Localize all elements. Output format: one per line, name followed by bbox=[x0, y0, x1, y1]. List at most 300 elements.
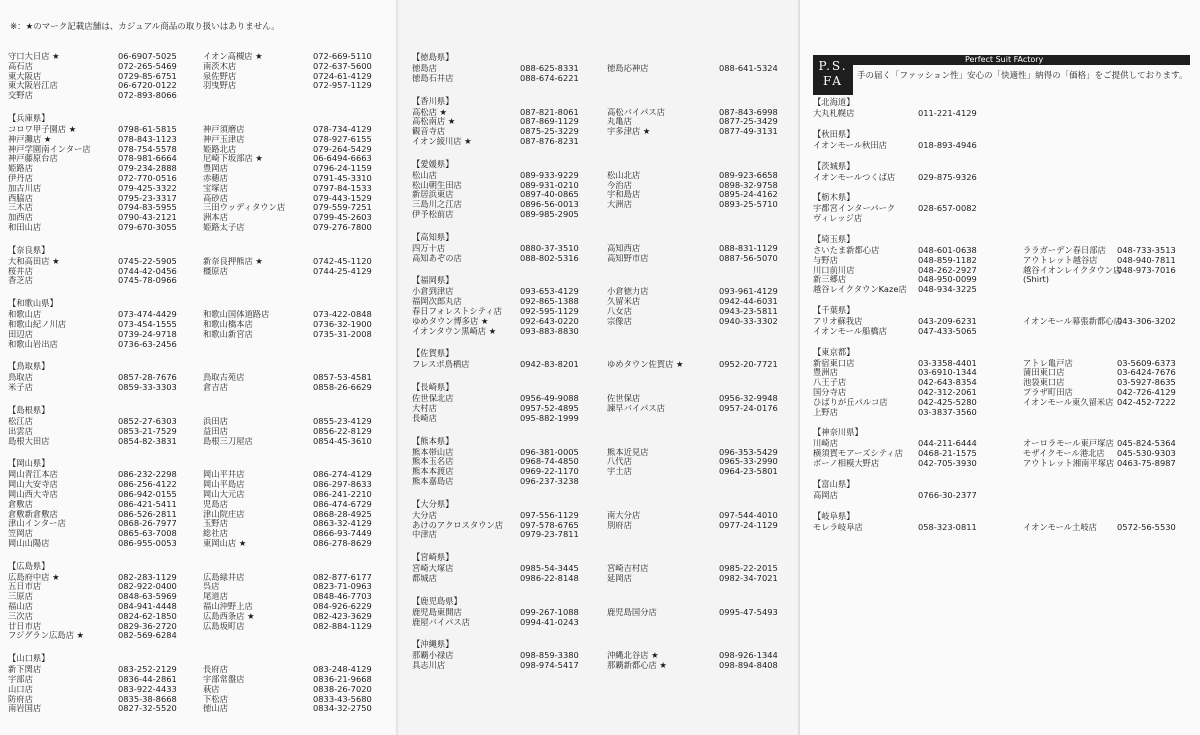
store-name: 三木店 bbox=[8, 203, 33, 213]
store-name: 新奈良押熊店 ★ bbox=[203, 256, 263, 266]
store-name: 熊本玉名店 bbox=[412, 457, 454, 467]
store-phone: 086-274-4129 bbox=[313, 470, 372, 480]
store-phone: 042-452-7222 bbox=[1117, 397, 1176, 407]
store-phone: 0995-47-5493 bbox=[719, 607, 778, 617]
store-name: 豊岡店 bbox=[203, 164, 228, 174]
store-row bbox=[412, 317, 796, 327]
store-phone: 06-6494-6663 bbox=[313, 154, 372, 164]
store-name: 越谷レイクタウンKaze店 bbox=[813, 285, 907, 295]
store-phone: 086-526-2811 bbox=[118, 509, 177, 519]
store-phone: 042-705-3930 bbox=[918, 458, 977, 468]
store-phone: 082-423-3629 bbox=[313, 611, 372, 621]
store-row bbox=[8, 582, 392, 592]
store-phone: 0942-83-8201 bbox=[520, 360, 579, 370]
store-phone: 088-802-5316 bbox=[520, 253, 579, 263]
store-row bbox=[412, 457, 796, 467]
prefecture-heading: 【島根県】 bbox=[8, 404, 50, 415]
store-phone: 086-278-8629 bbox=[313, 538, 372, 548]
prefecture-heading: 【東京都】 bbox=[813, 346, 855, 357]
store-name bbox=[1023, 173, 1117, 183]
store-phone: 096-237-3238 bbox=[520, 476, 579, 486]
store-phone bbox=[1117, 214, 1191, 224]
store-row bbox=[412, 181, 796, 191]
store-phone: 0956-49-9088 bbox=[520, 394, 579, 404]
store-phone: 092-865-1388 bbox=[520, 297, 579, 307]
store-phone: 0942-44-6031 bbox=[719, 297, 778, 307]
store-name: 中津店 bbox=[412, 530, 437, 540]
store-name: 広島緑井店 bbox=[203, 572, 245, 582]
prefecture-group bbox=[8, 52, 392, 101]
store-phone: 079-670-3055 bbox=[118, 222, 177, 232]
store-row bbox=[813, 359, 1191, 369]
store-row bbox=[412, 564, 796, 574]
store-phone bbox=[1117, 491, 1191, 501]
store-phone: 0977-24-1129 bbox=[719, 520, 778, 530]
store-name bbox=[607, 210, 719, 220]
store-phone: 0836-44-2861 bbox=[118, 675, 177, 685]
store-phone: 018-893-4946 bbox=[918, 140, 977, 150]
store-row bbox=[813, 173, 1191, 183]
prefecture-group bbox=[412, 96, 796, 147]
store-name: 豊洲店 bbox=[813, 368, 838, 378]
store-phone bbox=[1117, 204, 1191, 214]
store-name: 宇都宮インターパーク bbox=[813, 204, 896, 214]
store-name: 交野店 bbox=[8, 91, 33, 101]
store-name: 田辺店 bbox=[8, 329, 33, 339]
store-row bbox=[8, 510, 392, 520]
store-row bbox=[813, 109, 1191, 119]
store-name: コロワ甲子園店 ★ bbox=[8, 124, 77, 134]
store-name bbox=[607, 327, 719, 337]
store-name: 徳島店 bbox=[412, 64, 437, 73]
store-name: 宇多津店 ★ bbox=[607, 127, 651, 137]
store-name: 大洲店 bbox=[607, 200, 632, 210]
store-name bbox=[203, 91, 313, 101]
prefecture-heading: 【富山県】 bbox=[813, 478, 855, 489]
prefecture-heading: 【佐賀県】 bbox=[412, 348, 454, 359]
store-phone: 0468-21-1575 bbox=[918, 449, 977, 459]
store-name bbox=[1023, 141, 1117, 151]
store-row bbox=[412, 117, 796, 127]
store-name: 島根大田店 bbox=[8, 436, 50, 446]
store-name: 大和高田店 ★ bbox=[8, 256, 60, 266]
store-phone: 043-209-6231 bbox=[918, 316, 977, 326]
store-phone: 0795-23-3317 bbox=[118, 193, 177, 203]
store-row bbox=[412, 661, 796, 671]
store-name: 洲本店 bbox=[203, 213, 228, 223]
store-name: 五日市店 bbox=[8, 582, 42, 592]
store-name: 新宿東口店 bbox=[813, 358, 855, 368]
prefecture-heading: 【埼玉県】 bbox=[813, 233, 855, 244]
store-row bbox=[8, 383, 392, 393]
prefecture-group bbox=[813, 97, 1191, 119]
store-name: ひばりが丘パルコ店 bbox=[813, 397, 888, 407]
store-phone: 028-657-0082 bbox=[918, 204, 977, 214]
store-name: 津山院庄店 bbox=[203, 509, 245, 519]
store-phone: 078-754-5578 bbox=[118, 144, 177, 154]
store-name: 西脇店 bbox=[8, 193, 33, 203]
store-name: 神戸須磨店 bbox=[203, 124, 245, 134]
store-phone: 042-643-8354 bbox=[918, 378, 977, 388]
store-phone: 072-637-5600 bbox=[313, 61, 372, 71]
store-name: 和歌山紀ノ川店 bbox=[8, 319, 67, 329]
store-name: モザイクモール港北店 bbox=[1023, 449, 1105, 459]
store-name: 上野店 bbox=[813, 407, 838, 417]
store-name: 和歌山橋本店 bbox=[203, 319, 253, 329]
store-name: イオンモールつくば店 bbox=[813, 172, 896, 182]
store-row bbox=[8, 276, 392, 286]
store-row bbox=[8, 665, 392, 675]
store-name: イオンモール土岐店 bbox=[1023, 522, 1097, 532]
store-name: 四万十店 bbox=[412, 243, 446, 253]
store-row bbox=[412, 521, 796, 531]
store-name: 南大分店 bbox=[607, 510, 641, 520]
store-row bbox=[813, 398, 1191, 408]
store-phone: 099-267-1088 bbox=[520, 607, 579, 617]
prefecture-heading: 【山口県】 bbox=[8, 653, 50, 664]
store-phone: 03-6424-7676 bbox=[1117, 368, 1176, 378]
store-phone: 0854-82-3831 bbox=[118, 436, 177, 446]
store-phone: 0855-23-4129 bbox=[313, 416, 372, 426]
store-row bbox=[412, 327, 796, 337]
store-phone: 0863-32-4129 bbox=[313, 519, 372, 529]
store-phone: 0790-43-2121 bbox=[118, 213, 177, 223]
store-phone: 0985-54-3445 bbox=[520, 564, 579, 574]
store-phone: 0735-31-2008 bbox=[313, 329, 372, 339]
store-phone: 072-893-8066 bbox=[118, 91, 177, 101]
prefecture-heading: 【神奈川県】 bbox=[813, 427, 863, 438]
store-row bbox=[8, 602, 392, 612]
store-row bbox=[8, 213, 392, 223]
prefecture-group bbox=[412, 232, 796, 264]
store-phone: 0982-34-7021 bbox=[719, 573, 778, 583]
store-name: 鹿児島国分店 bbox=[607, 607, 657, 617]
prefecture-group bbox=[412, 436, 796, 487]
store-row bbox=[412, 297, 796, 307]
store-phone: 072-265-5469 bbox=[118, 61, 177, 71]
store-phone: 0824-62-1850 bbox=[118, 611, 177, 621]
store-phone: 0895-24-4162 bbox=[719, 190, 778, 200]
store-phone bbox=[719, 74, 796, 84]
store-phone: 03-5927-8635 bbox=[1117, 378, 1176, 388]
store-name: 岡山平島店 bbox=[203, 480, 245, 490]
store-row bbox=[8, 437, 392, 447]
store-phone bbox=[1117, 275, 1191, 285]
prefecture-group bbox=[813, 305, 1191, 337]
store-name: モレラ岐阜店 bbox=[813, 522, 863, 532]
store-row bbox=[412, 360, 796, 370]
store-phone: 0943-23-5811 bbox=[719, 306, 778, 316]
store-phone: 073-422-0848 bbox=[313, 310, 372, 320]
store-phone: 086-297-8633 bbox=[313, 480, 372, 490]
store-phone: 072-669-5110 bbox=[313, 52, 372, 61]
store-name: 出雲店 bbox=[8, 426, 33, 436]
store-name: 東大阪岩江店 bbox=[8, 81, 58, 91]
store-phone bbox=[313, 340, 392, 350]
store-phone: 0791-45-3310 bbox=[313, 173, 372, 183]
store-row bbox=[412, 244, 796, 254]
store-name: 宮崎吉村店 bbox=[607, 564, 649, 574]
store-name bbox=[607, 530, 719, 540]
store-row bbox=[412, 651, 796, 661]
store-phone: 073-474-4429 bbox=[118, 310, 177, 320]
store-name: 沖縄北谷店 ★ bbox=[607, 651, 659, 661]
store-phone: 084-941-4448 bbox=[118, 602, 177, 612]
store-row bbox=[412, 171, 796, 181]
store-phone: 084-926-6229 bbox=[313, 602, 372, 612]
prefecture-heading: 【秋田県】 bbox=[813, 128, 855, 139]
prefecture-group bbox=[412, 275, 796, 336]
store-phone: 0736-63-2456 bbox=[118, 339, 177, 349]
store-phone: 098-894-8408 bbox=[719, 661, 778, 671]
store-phone: 078-734-4129 bbox=[313, 124, 372, 134]
store-phone: 083-922-4433 bbox=[118, 684, 177, 694]
prefecture-heading: 【香川県】 bbox=[412, 95, 454, 106]
store-row bbox=[412, 477, 796, 487]
store-name: 熊本本渡店 bbox=[412, 467, 454, 477]
store-phone: 0868-26-7977 bbox=[118, 519, 177, 529]
store-name: 高知野市店 bbox=[607, 253, 649, 263]
store-name: 小倉到津店 bbox=[412, 287, 454, 297]
store-row bbox=[813, 523, 1191, 533]
store-phone: 0838-26-7020 bbox=[313, 684, 372, 694]
store-name bbox=[607, 477, 719, 487]
store-row bbox=[412, 448, 796, 458]
store-phone: 087-869-1129 bbox=[520, 117, 579, 127]
prefecture-heading: 【奈良県】 bbox=[8, 244, 50, 255]
store-phone: 087-843-6998 bbox=[719, 107, 778, 117]
store-name: 伊丹店 bbox=[8, 173, 33, 183]
store-name: オーロラモール東戸塚店 bbox=[1023, 439, 1114, 449]
store-name: 長崎店 bbox=[412, 413, 437, 423]
store-name: 宇部店 bbox=[8, 675, 33, 685]
store-name: 岡山大安寺店 bbox=[8, 480, 58, 490]
store-name: 佐世保北店 bbox=[412, 394, 454, 404]
store-name: フジグラン広島店 ★ bbox=[8, 631, 84, 641]
store-row bbox=[8, 330, 392, 340]
store-row bbox=[813, 449, 1191, 459]
store-name bbox=[203, 631, 313, 641]
store-phone: 0994-41-0243 bbox=[520, 617, 579, 627]
prefecture-heading: 【北海道】 bbox=[813, 97, 855, 107]
store-name bbox=[607, 74, 719, 84]
store-phone: 045-824-5364 bbox=[1117, 439, 1176, 449]
prefecture-heading: 【福岡県】 bbox=[412, 275, 454, 286]
store-name: 小倉徳力店 bbox=[607, 287, 649, 297]
brand-bar: Perfect Suit FActory bbox=[853, 55, 1190, 65]
store-name: 佐世保店 bbox=[607, 394, 641, 404]
store-phone: 086-232-2298 bbox=[118, 470, 177, 480]
store-row bbox=[8, 480, 392, 490]
store-name: 新居浜東店 bbox=[412, 190, 454, 200]
store-row bbox=[8, 62, 392, 72]
store-phone: 042-425-5280 bbox=[918, 397, 977, 407]
prefecture-heading: 【鳥取県】 bbox=[8, 361, 50, 372]
store-name: 大村店 bbox=[412, 403, 437, 413]
store-phone: 079-443-1529 bbox=[313, 193, 372, 203]
store-phone: 088-641-5324 bbox=[719, 64, 778, 73]
store-name: 丸亀店 bbox=[607, 117, 632, 127]
store-name: 笠岡店 bbox=[8, 529, 33, 539]
store-phone: 0896-56-0013 bbox=[520, 200, 579, 210]
store-row bbox=[8, 320, 392, 330]
store-phone: 0985-22-2015 bbox=[719, 564, 778, 574]
store-phone: 082-877-6177 bbox=[313, 572, 372, 582]
store-name: さいたま新都心店 bbox=[813, 245, 880, 255]
store-phone: 082-884-1129 bbox=[313, 621, 372, 631]
store-phone: 089-985-2905 bbox=[520, 209, 579, 219]
store-row bbox=[813, 246, 1191, 256]
store-list-column-2 bbox=[412, 52, 796, 683]
store-name: 三次店 bbox=[8, 611, 33, 621]
store-phone: 0463-75-8987 bbox=[1117, 458, 1176, 468]
store-name: イオン高槻店 ★ bbox=[203, 52, 263, 61]
store-row bbox=[8, 267, 392, 277]
store-name: 和歌山店 bbox=[8, 310, 42, 320]
store-row bbox=[8, 631, 392, 641]
store-name bbox=[607, 137, 719, 147]
store-name: 新三郷店 bbox=[813, 275, 847, 285]
store-name: 宮崎大塚店 bbox=[412, 564, 454, 574]
store-phone: 0742-45-1120 bbox=[313, 256, 372, 266]
store-row bbox=[412, 254, 796, 264]
store-name: 呉店 bbox=[203, 582, 220, 592]
store-phone: 0794-83-5955 bbox=[118, 203, 177, 213]
store-phone: 03-3358-4401 bbox=[918, 358, 977, 368]
store-name: 加古川店 bbox=[8, 183, 42, 193]
store-phone: 0797-84-1533 bbox=[313, 183, 372, 193]
store-row bbox=[8, 612, 392, 622]
store-phone: 048-262-2927 bbox=[918, 265, 977, 275]
store-name bbox=[1023, 285, 1117, 295]
store-name: 広島坂町店 bbox=[203, 621, 245, 631]
store-name: 鹿児島東開店 bbox=[412, 607, 462, 617]
store-row bbox=[813, 491, 1191, 501]
store-name: 益田店 bbox=[203, 426, 228, 436]
store-row bbox=[813, 368, 1191, 378]
store-name: 姫路北店 bbox=[203, 144, 237, 154]
store-name bbox=[1023, 408, 1117, 418]
store-name: 宇和島店 bbox=[607, 190, 641, 200]
store-row bbox=[412, 530, 796, 540]
store-phone: 089-931-0210 bbox=[520, 180, 579, 190]
store-name: 岡山青江本店 bbox=[8, 470, 58, 480]
store-row bbox=[813, 459, 1191, 469]
store-phone: 098-859-3380 bbox=[520, 651, 579, 661]
store-phone bbox=[1117, 109, 1191, 119]
store-phone: 0856-22-8129 bbox=[313, 426, 372, 436]
store-name: 高知あぞの店 bbox=[412, 253, 462, 263]
store-name: 高岡店 bbox=[813, 490, 838, 500]
store-name: アリオ蘇我店 bbox=[813, 316, 863, 326]
store-name: 川崎店 bbox=[813, 439, 838, 449]
store-name: 別府店 bbox=[607, 520, 632, 530]
store-name: 姫路店 bbox=[8, 164, 33, 174]
store-row bbox=[8, 145, 392, 155]
store-row bbox=[813, 327, 1191, 337]
store-phone bbox=[719, 618, 796, 628]
store-name: 廿日市店 bbox=[8, 621, 42, 631]
store-row bbox=[8, 310, 392, 320]
store-phone: 0853-21-7529 bbox=[118, 426, 177, 436]
store-name: 与野店 bbox=[813, 255, 838, 265]
store-name: 松山北店 bbox=[607, 170, 641, 180]
store-name bbox=[203, 276, 313, 286]
store-phone: 0968-74-4850 bbox=[520, 457, 579, 467]
store-name: ゆめタウン佐賀店 ★ bbox=[607, 360, 684, 370]
prefecture-group bbox=[813, 192, 1191, 224]
store-phone: 048-950-0099 bbox=[918, 275, 977, 285]
store-name: 新下関店 bbox=[8, 665, 42, 675]
store-phone: 042-312-2061 bbox=[918, 387, 977, 397]
store-name: 倉吉店 bbox=[203, 383, 228, 393]
store-phone: 086-256-4122 bbox=[118, 480, 177, 490]
prefecture-group bbox=[813, 234, 1191, 295]
store-name: 橿原店 bbox=[203, 266, 228, 276]
prefecture-heading: 【宮崎県】 bbox=[412, 552, 454, 563]
store-name: (Shirt) bbox=[1023, 275, 1049, 285]
store-name: 宝塚店 bbox=[203, 183, 228, 193]
store-name: 福山店 bbox=[8, 602, 33, 612]
store-name: 高砂店 bbox=[203, 193, 228, 203]
store-name: 鳥取店 bbox=[8, 373, 33, 383]
store-name: 大分店 bbox=[412, 510, 437, 520]
store-phone bbox=[1117, 173, 1191, 183]
prefecture-heading: 【岐阜県】 bbox=[813, 510, 855, 521]
store-name: 松山朝生田店 bbox=[412, 180, 462, 190]
store-phone: 0865-63-7008 bbox=[118, 529, 177, 539]
store-name: アウトレット湘南平塚店 bbox=[1023, 458, 1115, 468]
store-name: 守口大日店 ★ bbox=[8, 52, 60, 61]
store-phone: 0880-37-3510 bbox=[520, 243, 579, 253]
store-phone: 0766-30-2377 bbox=[918, 490, 977, 500]
store-name: 和歌山国体道路店 bbox=[203, 310, 270, 320]
store-phone: 078-843-1123 bbox=[118, 134, 177, 144]
store-name: イオンモール幕張新都心店 bbox=[1023, 316, 1122, 326]
store-row bbox=[8, 685, 392, 695]
store-phone: 089-923-6658 bbox=[719, 170, 778, 180]
store-name: 池袋東口店 bbox=[1023, 378, 1065, 388]
prefecture-group bbox=[412, 382, 796, 423]
store-row bbox=[412, 394, 796, 404]
store-name bbox=[1023, 204, 1117, 214]
store-phone: 048-934-3225 bbox=[918, 285, 977, 295]
store-name: 和歌山新宮店 bbox=[203, 329, 253, 339]
store-phone: 0745-22-5905 bbox=[118, 256, 177, 266]
store-phone: 0956-32-9948 bbox=[719, 394, 778, 404]
store-row bbox=[813, 285, 1191, 295]
store-row bbox=[8, 529, 392, 539]
store-name: 蒲田東口店 bbox=[1023, 368, 1065, 378]
store-row bbox=[412, 190, 796, 200]
store-phone: 097-544-4010 bbox=[719, 510, 778, 520]
store-phone: 073-454-1555 bbox=[118, 319, 177, 329]
store-phone bbox=[313, 91, 392, 101]
store-name: 都城店 bbox=[412, 573, 437, 583]
store-phone: 048-859-1182 bbox=[918, 255, 977, 265]
store-row bbox=[412, 74, 796, 84]
prefecture-heading: 【和歌山県】 bbox=[8, 298, 58, 309]
store-phone: 079-264-5429 bbox=[313, 144, 372, 154]
store-row bbox=[8, 622, 392, 632]
prefecture-heading: 【広島県】 bbox=[8, 560, 50, 571]
store-row bbox=[8, 373, 392, 383]
store-name: 越谷イオンレイクタウン店 bbox=[1023, 265, 1122, 275]
store-row bbox=[813, 256, 1191, 266]
store-phone: 0957-24-0176 bbox=[719, 403, 778, 413]
prefecture-group bbox=[412, 159, 796, 220]
store-phone: 086-421-5411 bbox=[118, 499, 177, 509]
